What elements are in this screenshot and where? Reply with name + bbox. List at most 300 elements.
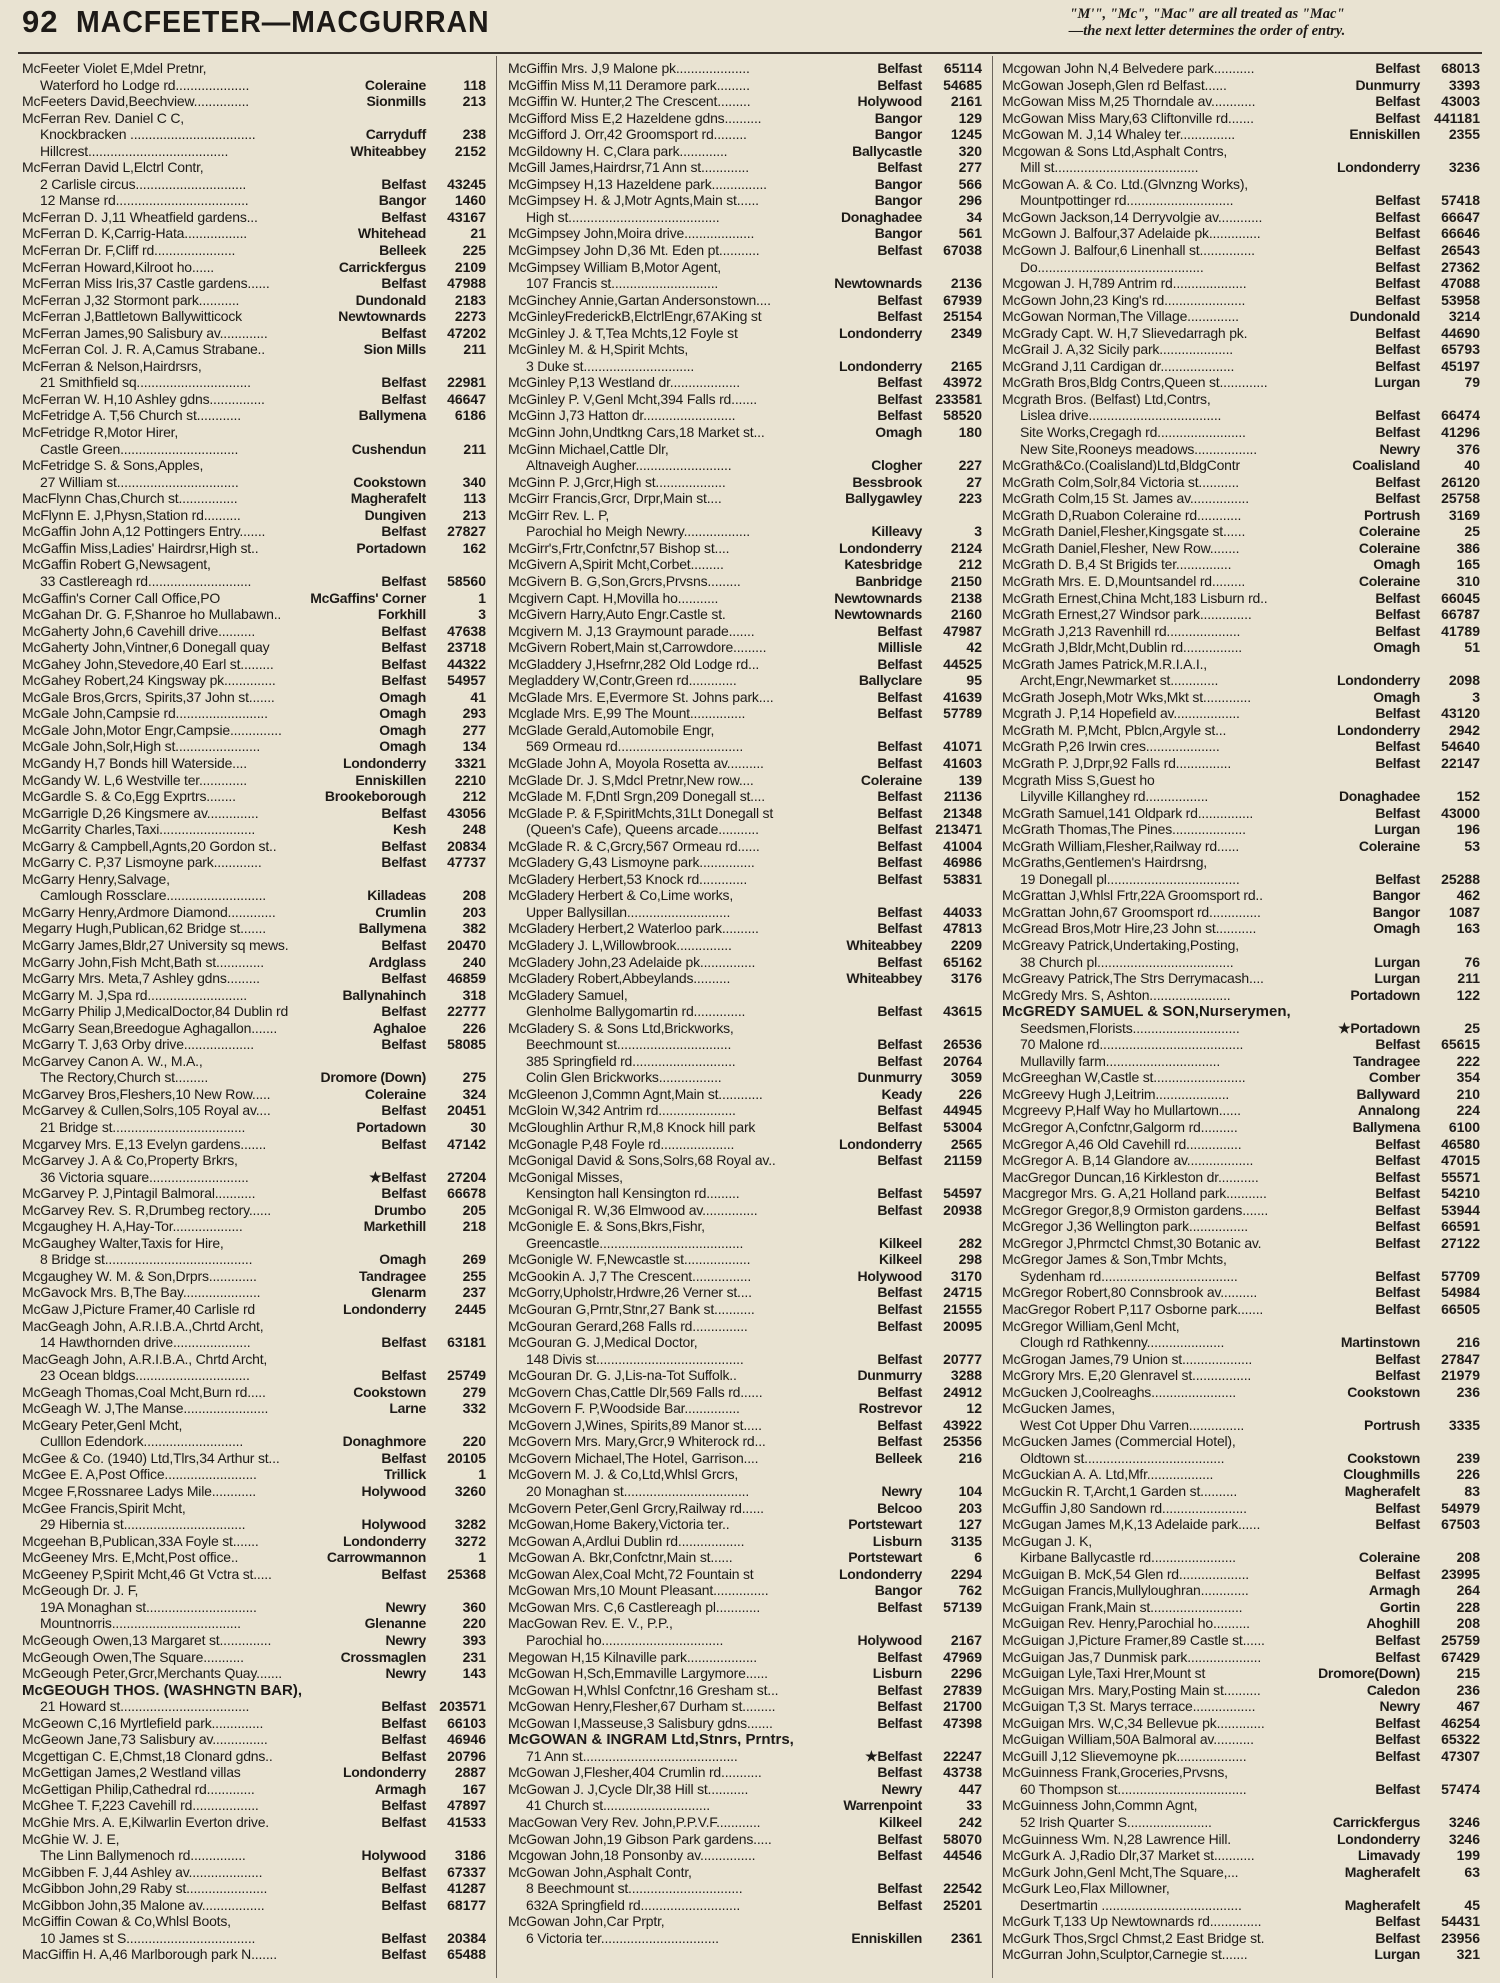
exchange-name: Belfast [877,1880,922,1897]
exchange-name: Belfast [1375,870,1420,887]
entry-name: McGread Bros,Motr Hire,23 John st........... [1002,920,1257,937]
listing-entry [1002,1102,1480,1119]
phone-number: 23718 [447,639,486,656]
listing-entry [1002,60,1480,77]
phone-number: 462 [1456,887,1480,904]
entry-name: McGonigle W. F,Newcastle st.................. [508,1251,751,1268]
entry-exchange-number [365,954,486,971]
exchange-name: Belfast [1375,1301,1420,1318]
entry-name: McGrogan James,79 Union st................... [1002,1350,1253,1367]
exchange-name: Brookeborough [324,788,426,805]
entry-name: Seedsmen,Florists............................. [1020,1019,1240,1036]
phone-number: 44033 [943,903,982,920]
listing-entry [22,1516,486,1533]
phone-number: 238 [462,126,486,143]
phone-number: 22247 [943,1747,982,1764]
phone-number: 310 [1456,572,1480,589]
listing-entry [22,573,486,590]
phone-number: 1087 [1448,903,1480,920]
entry-name: Culllon Edendork........................... [40,1433,244,1450]
phone-number: 211 [1457,970,1480,987]
listing-entry [508,192,982,209]
listing-entry [22,1946,486,1963]
listing-entry [1002,788,1480,805]
entry-exchange-number [1372,1185,1480,1202]
entry-name: McGale Bros,Grcrs, Spirits,37 John st....... [22,688,275,705]
exchange-name: Londonderry [1336,159,1420,176]
exchange-name: Belfast [877,1301,922,1318]
entry-name: McFerran D. K,Carrig-Hata................. [22,225,247,242]
listing-entry [22,1698,486,1715]
column-divider [992,56,993,1978]
listing-entry [1002,1880,1480,1897]
entry-name: McGrath Colm,Solr,84 Victoria st........... [1002,473,1239,490]
exchange-name: Belfast [877,1847,922,1864]
listing-entry [22,1764,486,1781]
entry-exchange-number [378,573,486,590]
exchange-name: Belfast [877,870,922,887]
phone-number: 43922 [943,1416,982,1433]
exchange-name: Belfast [381,1565,426,1582]
exchange-name: Belfast [877,1284,922,1301]
listing-entry [508,259,982,276]
listing-entry [508,755,982,772]
entry-exchange-number [340,1433,486,1450]
entry-name: McGiffin Mrs. J,9 Malone pk.................... [508,60,750,76]
exchange-name: Belfast [1375,1631,1420,1648]
entry-name: Kensington hall Kensington rd......... [526,1185,740,1202]
entry-name: McGowan H,Whlsl Confctnr,16 Gresham st... [508,1681,779,1698]
entry-exchange-number [378,1036,486,1053]
listing-entry [22,1036,486,1053]
listing-entry [22,1847,486,1864]
entry-name: McGeown C,16 Myrtlefield park.............. [22,1714,264,1731]
listing-entry [1002,143,1480,160]
entry-exchange-number [1372,474,1480,491]
listing-entry [508,1913,982,1930]
exchange-name: Annalong [1357,1102,1420,1119]
entry-exchange-number [1372,225,1480,242]
exchange-name: Belfast [1375,341,1420,358]
phone-number: 20105 [447,1449,486,1466]
exchange-name: Belfast [1375,1929,1420,1946]
entry-name: McGrath Joseph,Motr Wks,Mkt st............. [1002,688,1251,705]
listing-entry [22,1351,486,1368]
entry-name: Parochial ho Meigh Newry.................. [526,523,750,540]
entry-exchange-number [362,507,486,524]
entry-name: Parochial ho................................. [526,1631,724,1648]
listing-entry [508,920,982,937]
entry-exchange-number [378,325,486,342]
exchange-name: Londonderry [1336,672,1420,689]
exchange-name: ★Belfast [369,1168,426,1185]
entry-name: MacFlynn Chas,Church st................ [22,490,238,507]
entry-name: McGowan Mrs,10 Mount Pleasant............... [508,1582,769,1599]
entry-exchange-number [1372,755,1480,772]
phone-number: 76 [1464,953,1480,970]
phone-number: 1 [478,1549,486,1566]
listing-entry [22,1367,486,1384]
entry-name: MacGeagh John, A.R.I.B.A., Chrtd Archt, [22,1350,268,1367]
entry-exchange-number [1370,887,1480,904]
phone-number: 65114 [943,60,982,76]
entry-exchange-number [356,1268,486,1285]
entry-exchange-number [874,656,982,673]
entry-exchange-number [1334,159,1480,176]
entry-name: McGrand J,11 Cardigan dr.................... [1002,357,1235,374]
entry-exchange-number [843,937,982,954]
entry-exchange-number [874,242,982,259]
entry-exchange-number [1372,1913,1480,1930]
phone-number: 340 [462,473,486,490]
listing-entry [1002,904,1480,921]
entry-name: McFeeters David,Beechview............... [22,93,249,110]
listing-entry [22,854,486,871]
listing-entry [1002,1665,1480,1682]
entry-exchange-number [1372,1731,1480,1748]
entry-name: MacGowan Rev. E. V., P.P., [508,1615,673,1632]
exchange-name: Bangor [874,192,922,209]
entry-exchange-number [378,1731,486,1748]
phone-number: 40 [1464,457,1480,474]
phone-number: 47398 [943,1714,982,1731]
listing-entry [22,1566,486,1583]
entry-name: McGowan,Home Bakery,Victoria ter.. [508,1516,730,1533]
phone-number: 2942 [1448,721,1480,738]
entry-exchange-number [874,1003,982,1020]
entry-exchange-number [376,192,486,209]
entry-exchange-number [878,1781,982,1798]
entry-exchange-number [378,1185,486,1202]
entry-name: McGregor Robert,80 Connsbrook av.......... [1002,1284,1258,1301]
exchange-name: Magherafelt [1344,1863,1420,1880]
entry-name: Mcgivern Capt. H,Movilla ho........... [508,589,719,606]
phone-number: 44322 [447,655,486,672]
listing-entry [508,1119,982,1136]
entry-exchange-number [353,540,486,557]
exchange-name: Warrenpoint [843,1797,922,1814]
phone-number: 25749 [447,1367,486,1384]
entry-exchange-number [1372,705,1480,722]
exchange-name: Belfast [877,1648,922,1665]
listing-entry [22,1632,486,1649]
listing-entry [22,937,486,954]
exchange-name: Dromore(Down) [1318,1665,1420,1682]
exchange-name: Portstewart [848,1516,922,1533]
entry-exchange-number [361,1218,486,1235]
exchange-name: ★Portadown [1338,1019,1420,1036]
entry-exchange-number [1372,1284,1480,1301]
entry-exchange-number [378,1715,486,1732]
entry-exchange-number [874,1649,982,1666]
phone-number: 63181 [447,1334,486,1351]
exchange-name: Londonderry [1336,1830,1420,1847]
entry-exchange-number [1356,838,1480,855]
exchange-name: Holywood [361,1483,426,1500]
exchange-name: Belleek [379,242,426,259]
entry-name: McGowan I,Masseuse,3 Salisbury gdns....... [508,1714,773,1731]
phone-number: 30 [470,1119,486,1135]
listing-entry [22,1450,486,1467]
entry-name: McGurk Thos,Srgcl Chmst,2 East Bridge st. [1002,1929,1265,1946]
exchange-name: Belfast [381,639,426,656]
entry-name: McGrath D,Ruabon Coleraine rd............ [1002,506,1242,523]
exchange-name: Armagh [374,1780,426,1797]
entry-name: McGarrigle D,26 Kingsmere av.............. [22,804,259,821]
exchange-name: Belfast [877,920,922,937]
exchange-name: Omagh [875,424,922,441]
entry-exchange-number [874,1599,982,1616]
entry-name: McGhie W. J. E, [22,1830,120,1847]
exchange-name: Belfast [1375,1284,1420,1301]
listing-entry [22,722,486,739]
phone-number: 134 [462,738,486,755]
entry-name: Colin Glen Brickworks................. [526,1069,722,1086]
listing-entry [22,1003,486,1020]
exchange-name: Belfast [877,1598,922,1615]
listing-entry [508,1682,982,1699]
listing-entry [508,1086,982,1103]
page-title: MACFEETER—MACGURRAN [76,4,490,39]
phone-number: 211 [463,440,486,457]
entry-exchange-number [1372,1268,1480,1285]
entry-name: McGibbon John,35 Malone av................. [22,1896,265,1913]
entry-name: Mill st....................................... [1020,159,1199,176]
listing-entry [1002,1384,1480,1401]
listing-entry [22,474,486,491]
entry-name: Mcgettigan C. E,Chmst,18 Clonard gdns.. [22,1747,273,1764]
phone-number: 203571 [439,1698,486,1715]
entry-name: McGeagh Thomas,Coal Mcht,Burn rd..... [22,1383,266,1400]
exchange-name: Omagh [379,1251,426,1268]
entry-name: McGowan Mrs. C,6 Castlereagh pl............ [508,1598,761,1615]
exchange-name: Belfast [1375,1152,1420,1169]
phone-number: 58520 [943,407,982,424]
listing-entry [22,1301,486,1318]
entry-name: Mcgaughey W. M. & Son,Drprs............. [22,1267,257,1284]
phone-number: 44690 [1441,324,1480,341]
entry-name: McGinchey Annie,Gartan Andersonstown.... [508,291,771,308]
exchange-name: Lurgan [1374,1946,1420,1963]
phone-number: 65322 [1441,1731,1480,1748]
phone-number: 222 [1456,1052,1480,1069]
entry-exchange-number [874,308,982,325]
exchange-name: Belfast [381,572,426,589]
entry-name: McGleenon J,Commn Agnt,Main st............ [508,1085,763,1102]
phone-number: 66474 [1441,407,1480,424]
phone-number: 318 [462,986,486,1003]
entry-name: McGowan A. Bkr,Confctnr,Main st...... [508,1549,733,1566]
listing-entry [22,341,486,358]
listing-entry [1002,1136,1480,1153]
entry-name: Mcgowan John N,4 Belvedere park........... [1002,60,1255,76]
exchange-name: Belfast [1375,1499,1420,1516]
phone-number: 2296 [950,1665,982,1682]
phone-number: 3282 [454,1516,486,1533]
entry-name: McGahey Robert,24 Kingsway pk.............. [22,672,276,689]
entry-exchange-number [1342,1864,1480,1881]
exchange-name: Belfast [381,1698,426,1715]
listing-entry [22,1897,486,1914]
listing-entry [1002,1301,1480,1318]
listing-entry [508,1698,982,1715]
exchange-name: Killadeas [367,887,426,904]
phone-number: 3214 [1448,308,1480,325]
phone-number: 393 [462,1631,486,1648]
entry-exchange-number [849,143,982,160]
listing-entry [1002,722,1480,739]
listing-entry [22,871,486,888]
entry-name: McFerran James,90 Salisbury av............. [22,324,268,341]
listing-entry [22,1731,486,1748]
listing-entry [508,805,982,822]
entry-name: McGrady Capt. W. H,7 Slievedarragh pk. [1002,324,1248,341]
listing-entry [1002,1119,1480,1136]
phone-number: 54210 [1441,1185,1480,1202]
entry-exchange-number [1372,1301,1480,1318]
phone-number: 104 [958,1483,982,1500]
phone-number: 43245 [447,175,486,192]
entry-name: McGrath P. J,Drpr,92 Falls rd............... [1002,754,1232,771]
exchange-name: Bangor [1372,887,1420,904]
entry-name: MacGeagh John, A.R.I.B.A.,Chrtd Archt, [22,1317,264,1334]
entry-exchange-number [1372,1500,1480,1517]
entry-name: McGugan James M,K,13 Adelaide park...... [1002,1516,1261,1533]
listing-entry [508,540,982,557]
phone-number: 226 [1456,1466,1480,1483]
entry-name: The Linn Ballymenoch rd............... [40,1847,246,1864]
entry-name: Mcgaughey H. A,Hay-Tor................... [22,1218,243,1235]
listing-entry [1002,159,1480,176]
listing-entry [1002,358,1480,375]
entry-name: West Cot Upper Dhu Varren............... [1020,1416,1245,1433]
entry-name: McFerran J,32 Stormont park........... [22,291,240,308]
entry-exchange-number [378,970,486,987]
entry-name: Mcgrath Miss S,Guest ho [1002,771,1155,788]
entry-exchange-number [856,1400,982,1417]
entry-name: McGregor J,36 Wellington park................ [1002,1218,1248,1235]
listing-entry [508,1450,982,1467]
entry-exchange-number [855,1367,983,1384]
entry-exchange-number [355,225,486,242]
listing-entry [22,1864,486,1881]
listing-entry [22,1235,486,1252]
entry-name: McGouran G,Prntr,Stnr,27 Bank st........... [508,1301,755,1318]
entry-name: McGrath William,Flesher,Railway rd...... [1002,837,1240,854]
exchange-name: Ballyclare [858,672,922,689]
phone-number: 43120 [1441,705,1480,722]
phone-number: 25356 [943,1433,982,1450]
phone-number: 54984 [1441,1284,1480,1301]
phone-number: 441181 [1434,109,1480,126]
listing-entry [508,1351,982,1368]
phone-number: 47638 [447,622,486,639]
entry-name: McGarry James,Bldr,27 University sq mews. [22,936,289,953]
entry-name: McGeary Peter,Genl Mcht, [22,1416,183,1433]
listing-entry [22,1549,486,1566]
listing-entry [1002,1864,1480,1881]
phone-number: 26536 [943,1036,982,1053]
entry-name: McGill James,Hairdrsr,71 Ann st............. [508,159,749,176]
listing-entry [22,1318,486,1335]
phone-number: 3 [1472,688,1480,705]
phone-number: 57789 [943,705,982,722]
listing-entry [508,1764,982,1781]
entry-exchange-number [1372,93,1480,110]
listing-entry [1002,523,1480,540]
entry-exchange-number [1372,1781,1480,1798]
exchange-name: Londonderry [1336,721,1420,738]
listing-entry [1002,805,1480,822]
phone-number: 165 [1456,556,1480,573]
listing-entry [1002,1053,1480,1070]
entry-name: 632A Springfield rd........................... [526,1896,741,1913]
phone-number: 2136 [950,275,982,292]
entry-exchange-number [878,1483,982,1500]
exchange-name: Dunmurry [1355,76,1420,93]
exchange-name: Cookstown [1347,1383,1420,1400]
exchange-name: Belleek [875,1449,922,1466]
entry-name: McGowan A. & Co. Ltd.(Glvnzng Works), [1002,175,1248,192]
listing-entry [508,1053,982,1070]
entry-exchange-number [353,1119,486,1136]
listing-entry [1002,1367,1480,1384]
listing-entry [508,1781,982,1798]
phone-number: 27839 [943,1681,982,1698]
listing-entry [22,1185,486,1202]
listing-entry [22,788,486,805]
phone-number: 42 [966,639,982,656]
entry-name: McGirr Francis,Grcr, Drpr,Main st.... [508,490,722,507]
phone-number: 20451 [447,1102,486,1119]
exchange-name: Enniskillen [1349,126,1420,143]
phone-number: 240 [462,953,486,970]
entry-name: McGlade Mrs. E,Evermore St. Johns park.... [508,688,774,705]
phone-number: 47088 [1441,275,1480,292]
phone-number: 3 [478,606,486,623]
entry-name: McGrath Daniel,Flesher,Kingsgate st...... [1002,523,1246,540]
exchange-name: Caledon [1366,1681,1420,1698]
phone-number: 163 [1456,920,1480,937]
exchange-name: Ballymena [1352,1119,1420,1135]
entry-name: McGaw J,Picture Framer,40 Carlisle rd [22,1301,255,1318]
entry-name: Do............................................. [1020,258,1204,275]
phone-number: 67939 [943,291,982,308]
entry-exchange-number [831,275,982,292]
entry-exchange-number [352,772,486,789]
entry-exchange-number [1353,77,1481,94]
entry-exchange-number [1364,1682,1480,1699]
listing-entry [508,1284,982,1301]
phone-number: 762 [958,1582,982,1599]
exchange-name: Whiteabbey [846,970,922,987]
entry-exchange-number [874,1682,982,1699]
exchange-name: Holywood [857,1631,922,1648]
entry-name: McGarvey Canon A. W., M.A., [22,1052,203,1069]
phone-number: 46859 [447,970,486,987]
entry-exchange-number [1361,507,1480,524]
entry-name: McGandy H,7 Bonds hill Waterside.... [22,754,247,771]
phone-number: 58070 [943,1830,982,1847]
entry-name: McGrath Samuel,141 Oldpark rd............... [1002,804,1254,821]
listing-entry [22,1136,486,1153]
listing-entry [508,77,982,94]
exchange-name: Comber [1368,1069,1420,1086]
entry-exchange-number [359,1483,486,1500]
entry-exchange-number [874,805,982,822]
entry-name: McGovern Peter,Genl Grcry,Railway rd...... [508,1499,764,1516]
entry-name: McGorry,Upholstr,Hrdwre,26 Verner st.... [508,1284,752,1301]
